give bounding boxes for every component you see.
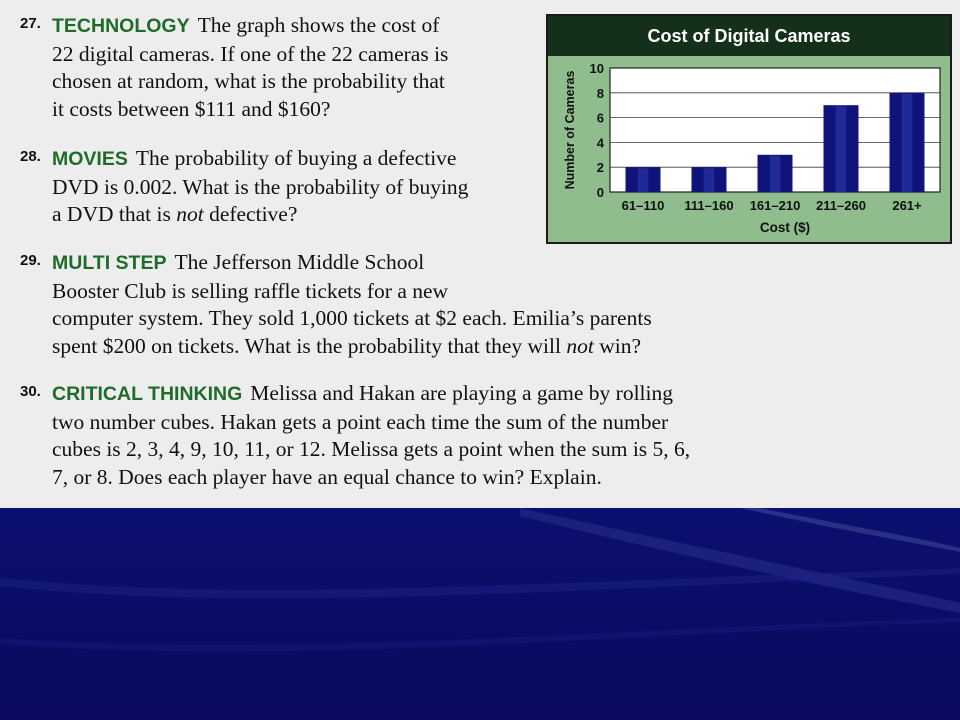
bar-sheen [704,168,714,192]
problem-text: MOVIES The probability of buying a defective DVD is 0.002. What is the probability of buying a DVD that is not defective? [52,146,469,226]
problem-number: 27. [20,15,41,32]
y-tick-label: 0 [596,185,604,200]
chart-title: Cost of Digital Cameras [548,16,950,56]
problem-keyword: MOVIES [52,148,128,170]
emphasis: not [176,202,204,226]
bar-sheen [836,106,846,192]
y-tick-label: 6 [596,110,604,126]
problem-30 [20,380,780,491]
problem-number: 29. [20,252,41,269]
x-tick-label: 161–210 [749,198,801,213]
y-tick-label: 8 [596,85,604,101]
problem-text: CRITICAL THINKING Melissa and Hakan are playing a game by rolling two number cubes. Hakan gets a point each time the sum of the number cubes is 2, 3, 4, 9, 10, 11, or 12. Melissa gets a point when the sum is 5, 6, 7, or 8. Does each player have an equal chance to win? Explain. [52,381,691,489]
bar-sheen [770,156,780,192]
problem-keyword: CRITICAL THINKING [52,383,243,405]
camera-cost-chart [546,14,952,244]
decorative-swooshes [0,508,960,720]
x-tick-label: 111–160 [684,198,734,213]
y-tick-label: 4 [596,135,604,151]
bar-chart-svg [548,16,950,242]
problem-number: 30. [20,383,41,400]
slide-background-band [0,508,960,720]
problem-text: MULTI STEP The Jefferson Middle School Booster Club is selling raffle tickets for a new computer system. They sold 1,000 tickets at $2 each. Emilia’s parents spent $200 on tickets. What is the probability that they will not win? [52,250,652,358]
y-axis-label: Number of Cameras [563,70,577,190]
bar-sheen [902,94,912,192]
x-tick-label: 61–110 [621,198,665,213]
x-tick-label: 211–260 [816,198,866,213]
x-axis-label: Cost ($) [759,220,811,235]
x-tick-label: 261+ [892,198,922,213]
problem-text: TECHNOLOGY The graph shows the cost of 22 digital cameras. If one of the 22 cameras is chosen at random, what is the probability that it costs between $111 and $160? [52,13,449,121]
emphasis: not [566,333,594,358]
problem-29 [20,249,780,360]
y-tick-label: 2 [596,160,604,176]
problem-number: 28. [20,148,41,165]
problem-keyword: TECHNOLOGY [52,15,190,37]
bar-sheen [638,168,648,192]
y-tick-label: 10 [589,61,604,76]
problem-keyword: MULTI STEP [52,252,167,274]
